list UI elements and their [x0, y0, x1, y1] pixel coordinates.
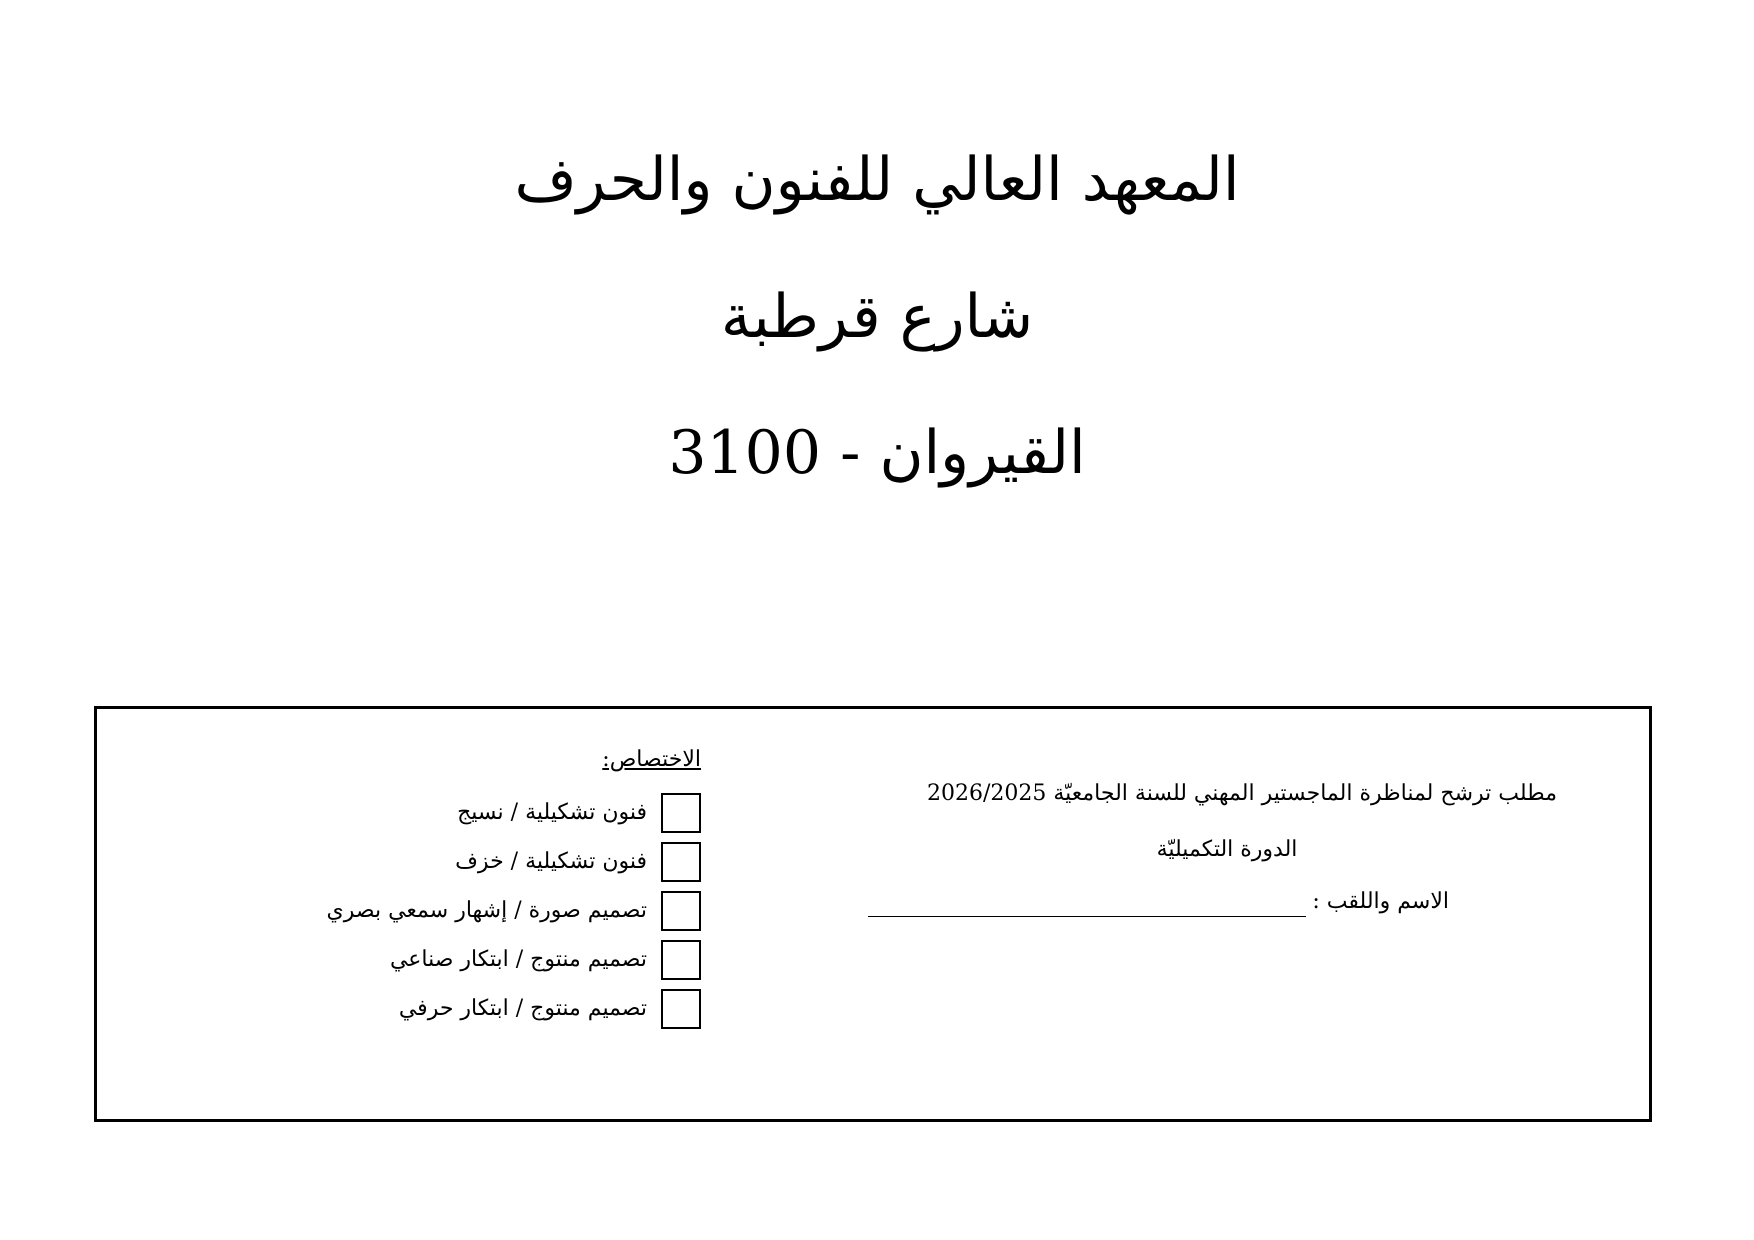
name-field-row [868, 887, 1449, 917]
name-label: الاسم واللقب : [1312, 889, 1449, 914]
specialty-option-image-design[interactable] [327, 889, 701, 933]
specialty-option-label: تصميم صورة / إشهار سمعي بصري [326, 898, 647, 923]
specialty-option-label: تصميم منتوج / ابتكار حرفي [398, 996, 647, 1021]
checkbox[interactable] [661, 793, 701, 833]
specialty-option-industrial-design[interactable] [390, 938, 701, 982]
specialty-option-label: تصميم منتوج / ابتكار صناعي [389, 947, 647, 972]
specialty-label: الاختصاص: [602, 747, 701, 772]
application-title: مطلب ترشح لمناظرة الماجستير المهني للسنة الجامعيّة 2026/2025 [926, 781, 1557, 806]
street-address: شارع قرطبة [720, 282, 1034, 352]
session-label: الدورة التكميليّة [1156, 837, 1298, 862]
institute-name: المعهد العالي للفنون والحرف [514, 145, 1240, 215]
checkbox[interactable] [661, 842, 701, 882]
application-form-frame [94, 706, 1652, 1122]
specialty-option-label: فنون تشكيلية / نسيج [457, 800, 647, 825]
specialty-option-textile[interactable] [457, 791, 701, 835]
specialty-option-label: فنون تشكيلية / خزف [455, 849, 647, 874]
name-input-line[interactable] [868, 894, 1306, 917]
checkbox[interactable] [661, 940, 701, 980]
checkbox[interactable] [661, 891, 701, 931]
specialty-option-craft-design[interactable] [399, 987, 701, 1031]
checkbox[interactable] [661, 989, 701, 1029]
city-postal-code: القيروان - 3100 [668, 418, 1086, 488]
specialty-option-ceramics[interactable] [455, 840, 701, 884]
